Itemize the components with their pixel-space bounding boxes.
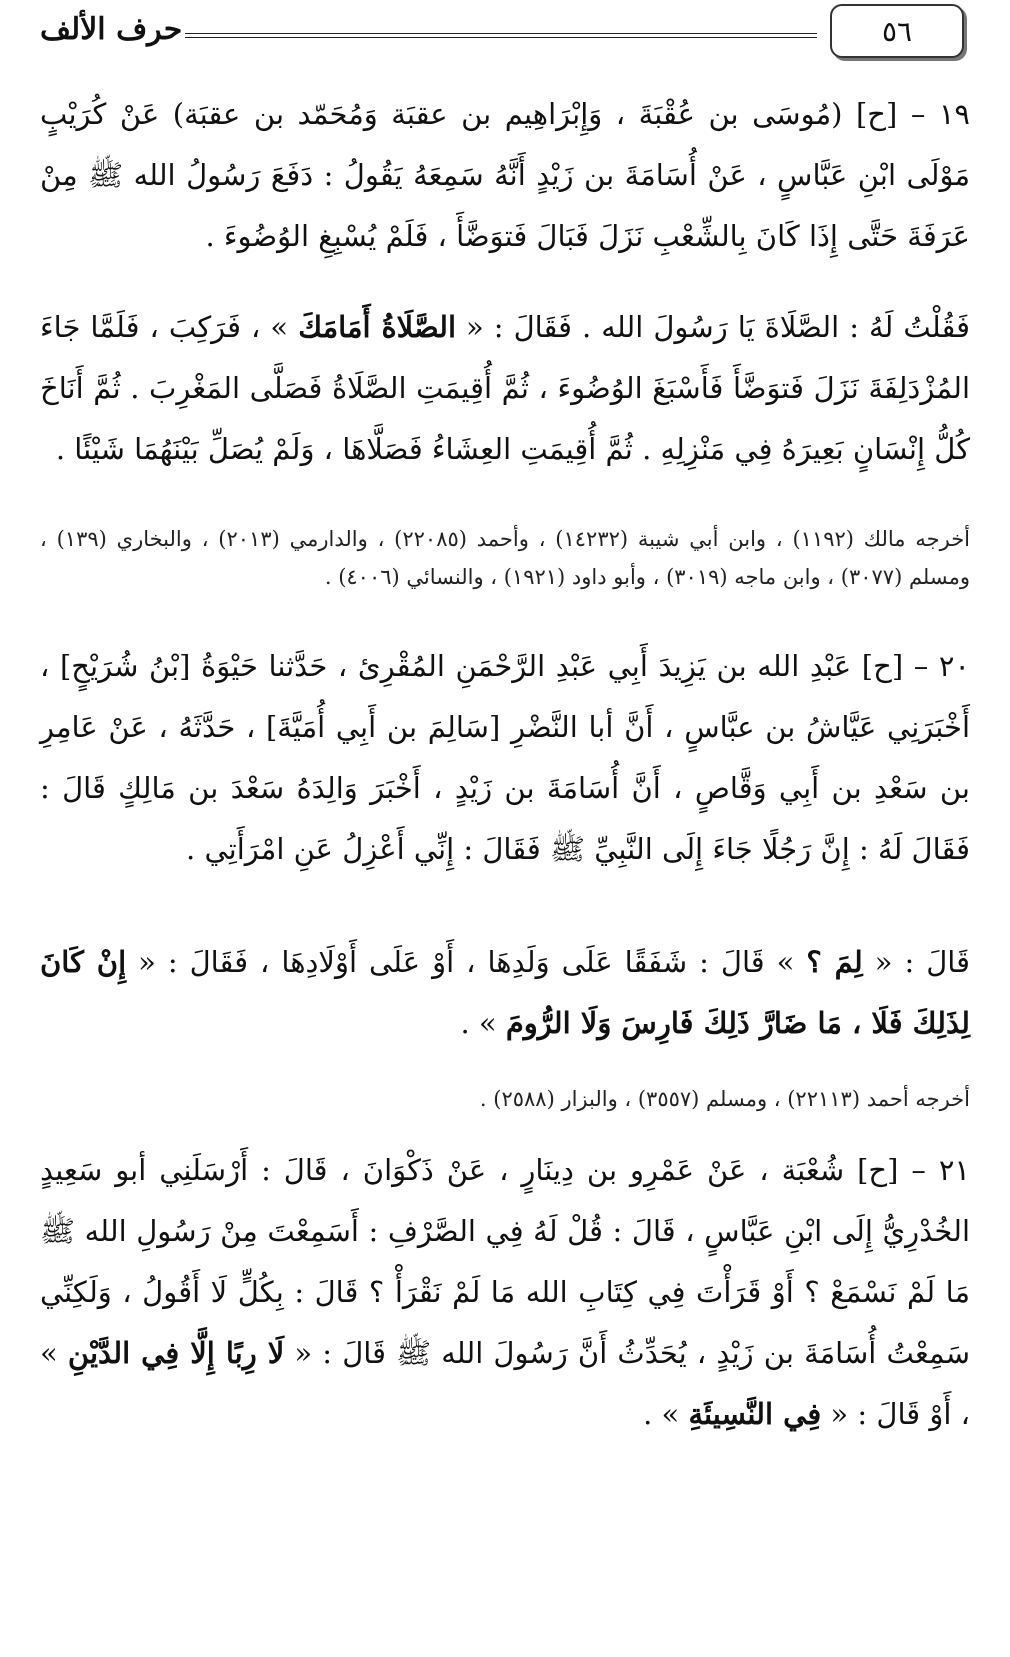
- hadith-21-text: [40, 1140, 970, 1445]
- prophetic-saying: الصَّلَاةُ أَمَامَكَ: [298, 310, 457, 344]
- hadith-19-text: ١٩ – [ح] (مُوسَى بن عُقْبَةَ ، وَإِبْرَاهِيم بن عقبَة وَمُحَمّد بن عقبَة) عَنْ كُرَيْبٍ مَوْلَى ابْنِ عَبَّاسٍ ، عَنْ أُسَامَةَ بن زَيْدٍ أَنَّهُ سَمِعَهُ يَقُولُ : دَفَعَ رَسُولُ الله ﷺ مِنْ عَرَفَةَ حَتَّى إِذَا كَانَ بِالشِّعْبِ نَزَلَ فَبَالَ فَتوَضَّأَ ، فَلَمْ يُسْبِغِ الوُضُوءَ .: [40, 97, 970, 253]
- prophetic-saying: لِمَ ؟: [806, 945, 863, 979]
- text-run: ٢١ – [ح] شُعْبَة ، عَنْ عَمْرِو بن دِينَارٍ ، عَنْ ذَكْوَانَ ، قَالَ : أَرْسَلَنِي أبو سَعِيدٍ الخُدْرِيُّ إِلَى ابْنِ عَبَّاسٍ ، قَالَ : قُلْ لَهُ فِي الصَّرْفِ : أَسَمِعْتَ مِنْ رَسُولِ الله ﷺ مَا لَمْ نَسْمَعْ ؟ أَوْ قَرَأْتَ فِي كِتَابِ الله مَا لَمْ نَقْرَأْ ؟ قَالَ : بِكُلٍّ لَا أَقُولُ ، وَلَكِنِّي سَمِعْتُ أُسَامَةَ بن زَيْدٍ ، يُحَدِّثُ أَنَّ رَسُولَ الله ﷺ قَالَ : «: [40, 1153, 971, 1370]
- hadith-20-text: ٢٠ – [ح] عَبْدِ الله بن يَزِيدَ أَبِي عَبْدِ الرَّحْمَنِ المُقْرِئ ، حَدَّثنا حَيْوَةُ [بْنُ شُرَيْحٍ] ، أَخْبَرَنِي عَيَّاشُ بن عبَّاسٍ ، أَنَّ أبا النَّضْرِ [سَالِمَ بن أَبِي أُمَيَّةَ] ، حَدَّثَهُ ، عَنْ عَامِرِ بن سَعْدِ بن أَبِي وَقَّاصٍ ، أَنَّ أُسَامَةَ بن زَيْدٍ ، أَخْبَرَ وَالِدَهُ سَعْدَ بن مَالِكٍ قَالَ : فَقَالَ لَهُ : إِنَّ رَجُلًا جَاءَ إِلَى النَّبِيِّ ﷺ فَقَالَ : إِنِّي أَعْزِلُ عَنِ امْرَأَتِي .: [40, 649, 970, 866]
- hadith-20-takhrij: أخرجه أحمد (٢٢١١٣) ، ومسلم (٣٥٥٧) ، والبزار (٢٥٨٨) .: [479, 1087, 970, 1111]
- text-run: » قَالَ : شَفَقًا عَلَى وَلَدِهَا ، أَوْ عَلَى أَوْلَادِهَا ، فَقَالَ : «: [126, 945, 807, 979]
- prophetic-saying: لَا رِبًا إِلَّا فِي الدَّيْنِ: [67, 1336, 285, 1370]
- hadith-19-takhrij: أخرجه مالك (١١٩٢) ، وابن أبي شيبة (١٤٢٣٢) ، وأحمد (٢٢٠٨٥) ، والدارمي (٢٠١٣) ، والبخاري (١٣٩) ، ومسلم (٣٠٧٧) ، وابن ماجه (٣٠١٩) ، وأبو داود (١٩٢١) ، والنسائي (٤٠٠٦) .: [40, 527, 971, 589]
- hadith-19-text-continued: [40, 297, 970, 480]
- chapter-title: حرف الألف: [40, 12, 183, 47]
- text-run: قَالَ : «: [862, 945, 970, 979]
- text-run: » ، أَوْ قَالَ : «: [40, 1336, 970, 1431]
- page-number: ٥٦: [830, 4, 964, 58]
- text-run: » ، فَرَكِبَ ، فَلَمَّا جَاءَ المُزْدَلِفَةَ نَزَلَ فَتوَضَّأَ فَأَسْبَغَ الوُضُوءَ ، ثُمَّ أُقِيمَتِ الصَّلَاةُ فَصَلَّى المَغْرِبَ . ثُمَّ أَنَاخَ كُلُّ إِنْسَانٍ بَعِيرَهُ فِي مَنْزِلِهِ . ثُمَّ أُقِيمَتِ العِشَاءُ فَصَلَّاهَا ، وَلَمْ يُصَلِّ بَيْنَهُمَا شَيْئًا .: [40, 310, 970, 466]
- page-header: [0, 0, 1010, 60]
- header-rule: [185, 33, 817, 34]
- prophetic-saying: إِنْ كَانَ لِذَلِكَ فَلَا ، مَا ضَارَّ ذَلِكَ فَارِسَ وَلَا الرُّومَ: [40, 945, 970, 1040]
- text-run: فَقُلْتُ لَهُ : الصَّلَاةَ يَا رَسُولَ الله . فَقَالَ : «: [456, 310, 970, 344]
- text-run: » .: [643, 1397, 689, 1431]
- text-run: » .: [460, 1006, 506, 1040]
- header-rule: [185, 37, 817, 38]
- prophetic-saying: فِي النَّسِيئَةِ: [688, 1397, 822, 1431]
- hadith-20-text-continued: [40, 932, 970, 1054]
